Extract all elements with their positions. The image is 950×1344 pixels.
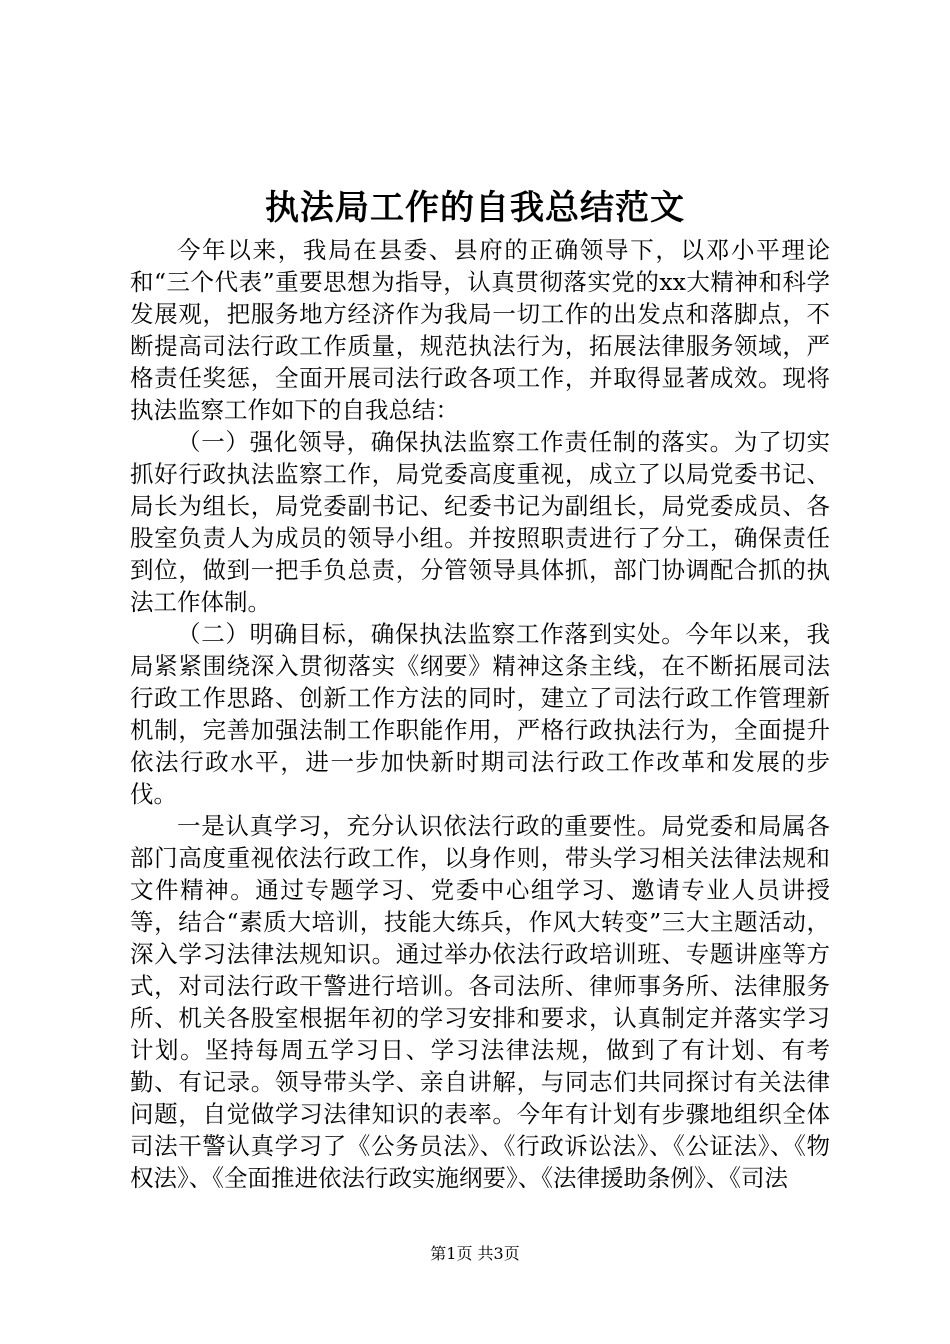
paragraph-intro: 今年以来，我局在县委、县府的正确领导下，以邓小平理论和“三个代表”重要思想为指导，认真贯彻落实党的xx大精神和科学发展观，把服务地方经济作为我局一切工作的出发点和落脚点，不断提高司法行政工作质量，规范执法行为，拓展法律服务领域，严格责任奖惩，全面开展司法行政各项工作，并取得显著成效。现将执法监察工作如下的自我总结： <box>130 236 830 424</box>
paragraph-section-1: （一）强化领导，确保执法监察工作责任制的落实。为了切实抓好行政执法监察工作，局党委高度重视，成立了以局党委书记、局长为组长，局党委副书记、纪委书记为副组长，局党委成员、各股室负责人为成员的领导小组。并按照职责进行了分工，确保责任到位，做到一把手负总责，分管领导具体抓，部门协调配合抓的执法工作体制。 <box>130 428 830 616</box>
page-number-footer: 第1页 共3页 <box>430 1244 520 1263</box>
document-title: 执法局工作的自我总结范文 <box>265 188 685 228</box>
paragraph-point-1: 一是认真学习，充分认识依法行政的重要性。局党委和局属各部门高度重视依法行政工作，以身作则，带头学习相关法律法规和文件精神。通过专题学习、党委中心组学习、邀请专业人员讲授等，结合“素质大培训，技能大练兵，作风大转变”三大主题活动，深入学习法律法规知识。通过举办依法行政培训班、专题讲座等方式，对司法行政干警进行培训。各司法所、律师事务所、法律服务所、机关各股室根据年初的学习安排和要求，认真制定并落实学习计划。坚持每周五学习日、学习法律法规，做到了有计划、有考勤、有记录。领导带头学、亲自讲解，与同志们共同探讨有关法律问题，自觉做学习法律知识的表率。今年有计划有步骤地组织全体司法干警认真学习了《公务员法》、《行政诉讼法》、《公证法》、《物权法》、《全面推进依法行政实施纲要》、《法律援助条例》、《司法 <box>130 812 830 1192</box>
paragraph-section-2: （二）明确目标，确保执法监察工作落到实处。今年以来，我局紧紧围绕深入贯彻落实《纲要》精神这条主线，在不断拓展司法行政工作思路、创新工作方法的同时，建立了司法行政工作管理新机制，完善加强法制工作职能作用，严格行政执法行为，全面提升依法行政水平，进一步加快新时期司法行政工作改革和发展的步伐。 <box>130 620 830 808</box>
document-body <box>130 234 830 1194</box>
